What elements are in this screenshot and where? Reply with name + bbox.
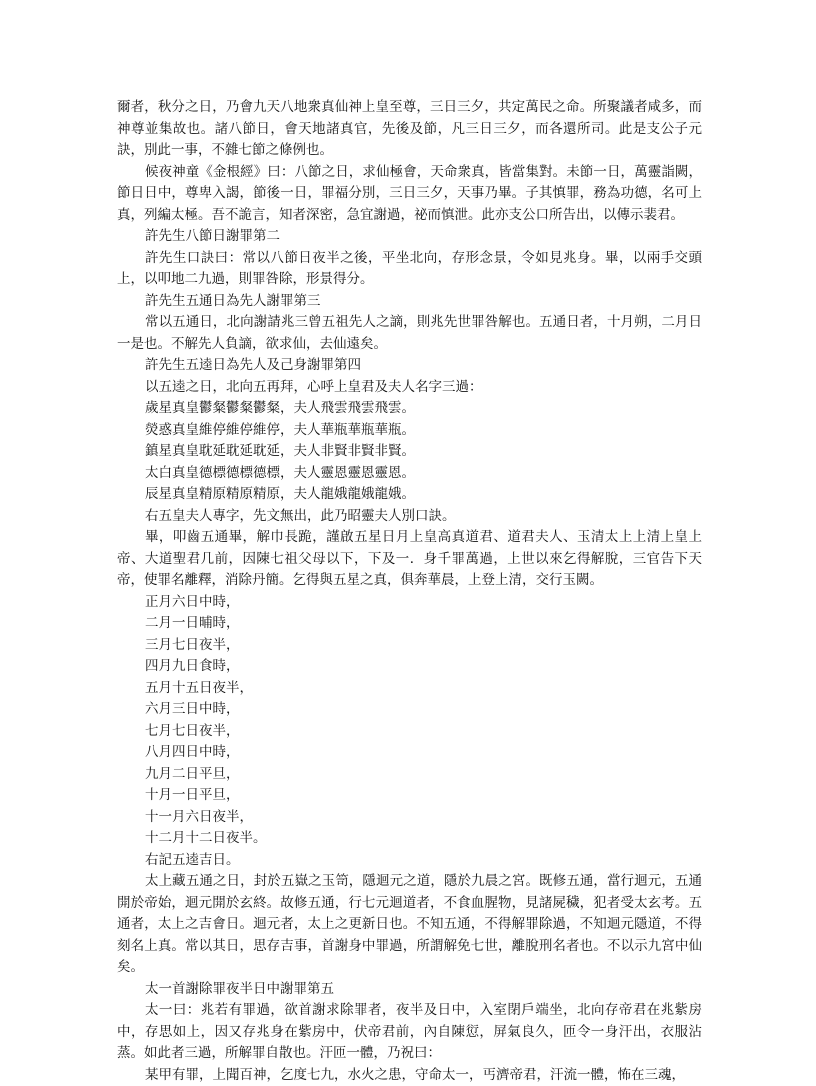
paragraph: 某甲有罪，上聞百神，乞度七九，水火之患，守命太一，丐濟帝君，汗流一體，怖在三魂，: [117, 1065, 702, 1086]
paragraph: 許先生八節日謝罪第二: [117, 226, 702, 248]
paragraph: 六月三日中時，: [117, 699, 702, 721]
paragraph: 七月七日夜半，: [117, 721, 702, 743]
paragraph: 十一月六日夜半，: [117, 807, 702, 829]
paragraph: 二月一日晡時，: [117, 613, 702, 635]
paragraph: 太白真皇德標德標德標，夫人靈恩靈恩靈恩。: [117, 463, 702, 485]
paragraph: 右記五逵吉日。: [117, 850, 702, 872]
paragraph: 十二月十二日夜半。: [117, 828, 702, 850]
paragraph: 正月六日中時，: [117, 592, 702, 614]
paragraph: 太一首謝除罪夜半日中謝罪第五: [117, 979, 702, 1001]
paragraph: 十月一日平旦，: [117, 785, 702, 807]
paragraph: 四月九日食時，: [117, 656, 702, 678]
paragraph: 許先生五逵日為先人及己身謝罪第四: [117, 355, 702, 377]
paragraph: 熒惑真皇維停維停維停，夫人華瓶華瓶華瓶。: [117, 420, 702, 442]
paragraph: 五月十五日夜半，: [117, 678, 702, 700]
paragraph: 鎮星真皇耽延耽延耽延，夫人非賢非賢非賢。: [117, 441, 702, 463]
paragraph: 常以五通日，北向謝請兆三曾五祖先人之謫，則兆先世罪咎解也。五通日者，十月朔，二月日一是也。不解先人負謫，欲求仙，去仙遠矣。: [117, 312, 702, 355]
paragraph: 辰星真皇精原精原精原，夫人龍娥龍娥龍娥。: [117, 484, 702, 506]
paragraph: 三月七日夜半，: [117, 635, 702, 657]
paragraph: 候夜神童《金根經》曰：八節之日，求仙極會，天命衆真，皆當集對。未節一日，萬靈詣闕，節日日中，尊卑入謁，節後一日，罪福分別，三日三夕，天事乃畢。子其慎罪，務為功德，名可上真，列編太極。吾不詭言，知者深密，急宜謝過，祕而慎泄。此亦支公口所告出，以傳示裴君。: [117, 162, 702, 227]
paragraph: 八月四日中時，: [117, 742, 702, 764]
document-page: [117, 97, 702, 1086]
paragraph: 畢，叩齒五通畢，解巾長跪，謹啟五星日月上皇高真道君、道君夫人、玉清太上上清上皇上帝、大道聖君几前，因陳七祖父母以下，下及一．身千罪萬過，上世以來乞得解脫，三官告下天帝，使罪名離釋，消除丹簡。乞得與五星之真，俱奔華晨，上登上清，交行玉闕。: [117, 527, 702, 592]
paragraph: 太一曰：兆若有罪過，欲首謝求除罪者，夜半及日中，入室閉戶端坐，北向存帝君在兆紫房中，存思如上，因又存兆身在紫房中，伏帝君前，內自陳愆，屏氣良久，匝令一身汗出，衣服沾蒸。如此者三過，所解罪自散也。汗匝一體，乃祝曰：: [117, 1000, 702, 1065]
paragraph: 太上藏五通之日，封於五嶽之玉笥，隱迴元之道，隱於九晨之宮。既修五通，當行迴元，五通開於帝始，迴元開於玄終。故修五通，行七元迴道者，不食血腥物，見諸屍穢，犯者受太玄考。五通者，太上之吉會日。迴元者，太上之更新日也。不知五通，不得解罪除過，不知迴元隱道，不得刻名上真。常以其日，思存吉事，首謝身中罪過，所謂解免七世，離脫刑名者也。不以示九宮中仙矣。: [117, 871, 702, 979]
paragraph: 爾者，秋分之日，乃會九天八地衆真仙神上皇至尊，三日三夕，共定萬民之命。所聚議者咸多，而神尊並集故也。諸八節日，會天地諸真官，先後及節，凡三日三夕，而各還所司。此是支公子元訣，別此一事，不雜七節之條例也。: [117, 97, 702, 162]
paragraph: 九月二日平旦，: [117, 764, 702, 786]
paragraph: 許先生口訣曰：常以八節日夜半之後，平坐北向，存形念景，令如見兆身。畢，以兩手交頭上，以叩地二九過，則罪咎除，形景得分。: [117, 248, 702, 291]
paragraph: 許先生五通日為先人謝罪第三: [117, 291, 702, 313]
paragraph: 歲星真皇鬱粲鬱粲鬱粲，夫人飛雲飛雲飛雲。: [117, 398, 702, 420]
paragraph: 以五逵之日，北向五再拜，心呼上皇君及夫人名字三過：: [117, 377, 702, 399]
paragraph: 右五皇夫人專字，先文無出，此乃昭靈夫人別口訣。: [117, 506, 702, 528]
